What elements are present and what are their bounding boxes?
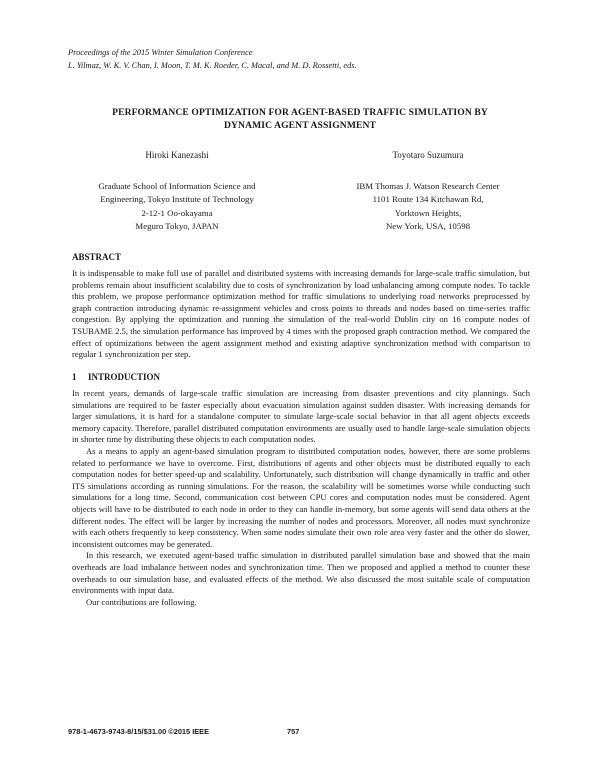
affiliation-line: 2-12-1 Oo-okayama (141, 207, 213, 218)
proceedings-title: Proceedings of the 2015 Winter Simulation Conference (68, 48, 253, 57)
section-number: 1 (72, 372, 77, 382)
paper-title-line-2: DYNAMIC AGENT ASSIGNMENT (223, 120, 376, 131)
paragraph: In recent years, demands of large-scale traffic simulation are increasing from disaster preventions and city plannings. Such simulations are required to be faster especially about evacuation simulation against sudden disaster. With increasing demands for larger simulations, it is hard for a standalone computer to simulate large-scale social behavior in that all agent objects exceeds memory capacity. Therefore, parallel distributed computation environments are usually used to handle large-scale simulation objects in shorter time by distributing these objects to each computation nodes. (72, 388, 530, 445)
introduction-body (72, 388, 530, 608)
affiliation-line: Engineering, Tokyo Institute of Technology (100, 194, 254, 205)
paper-title (60, 106, 540, 132)
affiliation-line: Yorktown Heights, (394, 207, 462, 218)
affiliation-line: New York, USA, 10598 (385, 221, 471, 232)
author-name-1: Hiroki Kanezashi (145, 150, 209, 160)
abstract-heading: ABSTRACT (72, 252, 122, 262)
paragraph: In this research, we executed agent-based traffic simulation in distributed parallel simulation base and showed that the main overheads are load imbalance between nodes and synchronization time. Then we proposed and applied a method to counter these overheads to our simulation base, and evaluated effects of the method. We also discussed the most suitable scale of computation environments with input data. (72, 550, 530, 596)
section-title: INTRODUCTION (88, 372, 161, 382)
paragraph: As a means to apply an agent-based simulation program to distributed computation nodes, however, there are some problems related to performance we have to overcome. First, distributions of agents and other objects must be distributed equally to each computation nodes for better speed-up and scalability. Unfortunately, such distribution will change dynamically in traffic and other ITS simulations according as running simulations. For the reason, the scalability will be sometimes worse while conducting such simulations for a long time. Second, communication cost between CPU cores and computation nodes must be considered. Agent objects will have to be distributed to each node in order to they can handle in-memory, but some agents will send data others at the different nodes. The effect will be larger by increasing the number of nodes and processors. Moreover, all nodes must synchronize with each others frequently to keep consistency. When some nodes simulate their own role area very faster and the other do slower, inconsistent outcomes may be generated. (72, 445, 530, 549)
affiliation-line: IBM Thomas J. Watson Research Center (356, 181, 500, 191)
proceedings-editors: L. Yilmaz, W. K. V. Chan, I. Moon, T. M. K. Roeder, C. Macal, and M. D. Rossetti, eds. (68, 61, 357, 70)
author-affiliation-1 (72, 180, 282, 234)
affiliation-line: Graduate School of Information Science and (98, 181, 256, 191)
introduction-heading (72, 372, 160, 382)
copyright-footer: 978-1-4673-9743-8/15/$31.00 ©2015 IEEE (68, 727, 210, 736)
paper-title-line-1: PERFORMANCE OPTIMIZATION FOR AGENT-BASED TRAFFIC SIMULATION BY (112, 107, 488, 118)
proceedings-header (68, 46, 357, 72)
affiliation-line: Meguro Tokyo, JAPAN (135, 221, 219, 232)
page-number: 757 (287, 727, 300, 736)
author-name-2: Toyotaro Suzumura (392, 150, 464, 160)
abstract-text: It is indispensable to make full use of parallel and distributed systems with increasing demands for large-scale traffic simulation, but problems remain about insufficient scalability due to costs of synchronization by load unbalancing among compute nodes. To tackle this problem, we propose performance optimization method for traffic simulations to underlying road networks preprocessed by graph contraction introducing dynamic re-assignment vehicles and cross points to threads and nodes based on time-series traffic congestion. By applying the optimization and running the simulation of the real-world Dublin city on 16 compute nodes of TSUBAME 2.5, the simulation performance has improved by 4 times with the proposed graph contraction method. We compared the effect of optimizations between the agent assignment method and existing adaptive synchronization method with comparison to regular 1 synchronization per step. (72, 268, 530, 360)
affiliation-line: 1101 Route 134 Kitchawan Rd, (372, 194, 484, 205)
author-affiliation-2 (318, 180, 538, 234)
paragraph: Our contributions are following. (86, 596, 197, 607)
